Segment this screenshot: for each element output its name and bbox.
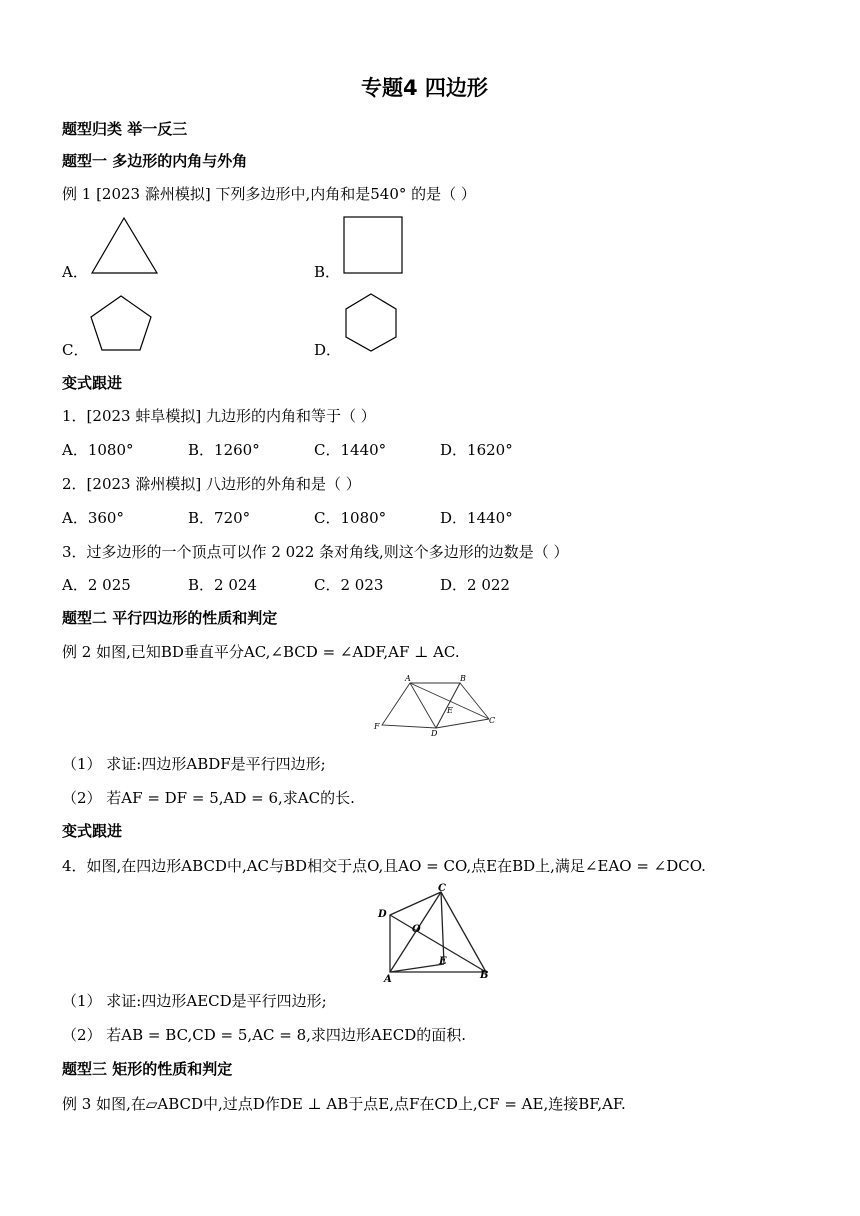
fig2-label-o: O: [412, 924, 421, 935]
question-4: 4．如图,在四边形ABCD中,AC与BD相交于点O,且AO = CO,点E在BD上,满足∠EAO = ∠DCO.: [62, 857, 706, 875]
fig1-label-c: C: [489, 716, 496, 725]
q2-option-d: D．1440°: [440, 509, 513, 527]
question-2: 2．[2023 滁州模拟] 八边形的外角和是（ ）: [62, 475, 361, 493]
fig2-label-d: D: [378, 909, 387, 920]
followup-header-2: 变式跟进: [62, 822, 123, 840]
example2-part2: （2） 若AF = DF = 5,AD = 6,求AC的长.: [62, 789, 355, 807]
fig1-label-f: F: [374, 722, 380, 731]
followup-header-1: 变式跟进: [62, 374, 123, 392]
q1-option-b: B．1260°: [188, 441, 260, 459]
option-b-label: B．: [314, 263, 341, 281]
fig2-label-e: E: [439, 956, 447, 967]
q2-option-c: C．1080°: [314, 509, 387, 527]
example3-text: 例 3 如图,在▱ABCD中,过点D作DE ⊥ AB于点E,点F在CD上,CF = AE,连接BF,AF.: [62, 1095, 626, 1113]
q2-option-b: B．720°: [188, 509, 251, 527]
page-title: 专题4 四边形: [361, 76, 488, 100]
q3-option-b: B．2 024: [188, 576, 257, 594]
q1-option-d: D．1620°: [440, 441, 513, 459]
fig1-label-b: B: [460, 674, 466, 683]
example1-text: 例 1 [2023 滁州模拟] 下列多边形中,内角和是540° 的是（ ）: [62, 185, 476, 203]
option-d-label: D．: [314, 341, 342, 359]
section-header: 题型归类 举一反三: [62, 120, 188, 138]
q3-option-c: C．2 023: [314, 576, 384, 594]
q1-option-a: A．1080°: [62, 441, 134, 459]
fig1-label-a: A: [405, 674, 411, 683]
option-a-label: A．: [62, 263, 88, 281]
type1-header: 题型一 多边形的内角与外角: [62, 152, 248, 170]
type3-header: 题型三 矩形的性质和判定: [62, 1060, 233, 1078]
type2-header: 题型二 平行四边形的性质和判定: [62, 609, 278, 627]
q3-option-a: A．2 025: [62, 576, 131, 594]
q2-option-a: A．360°: [62, 509, 124, 527]
fig2-label-c: C: [438, 883, 446, 894]
fig1-label-d: D: [431, 729, 438, 738]
fig2-label-b: B: [480, 970, 489, 981]
example2-text: 例 2 如图,已知BD垂直平分AC,∠BCD = ∠ADF,AF ⊥ AC.: [62, 643, 460, 661]
fig1-label-e: E: [447, 706, 453, 715]
example2-part1: （1） 求证:四边形ABDF是平行四边形;: [62, 755, 326, 773]
q3-option-d: D．2 022: [440, 576, 510, 594]
question-4-part1: （1） 求证:四边形AECD是平行四边形;: [62, 992, 327, 1010]
fig2-label-a: A: [384, 974, 392, 985]
q1-option-c: C．1440°: [314, 441, 387, 459]
question-4-part2: （2） 若AB = BC,CD = 5,AC = 8,求四边形AECD的面积.: [62, 1026, 466, 1044]
question-3: 3．过多边形的一个顶点可以作 2 022 条对角线,则这个多边形的边数是（ ）: [62, 543, 569, 561]
option-c-label: C．: [62, 341, 89, 359]
question-1: 1．[2023 蚌阜模拟] 九边形的内角和等于（ ）: [62, 407, 376, 425]
